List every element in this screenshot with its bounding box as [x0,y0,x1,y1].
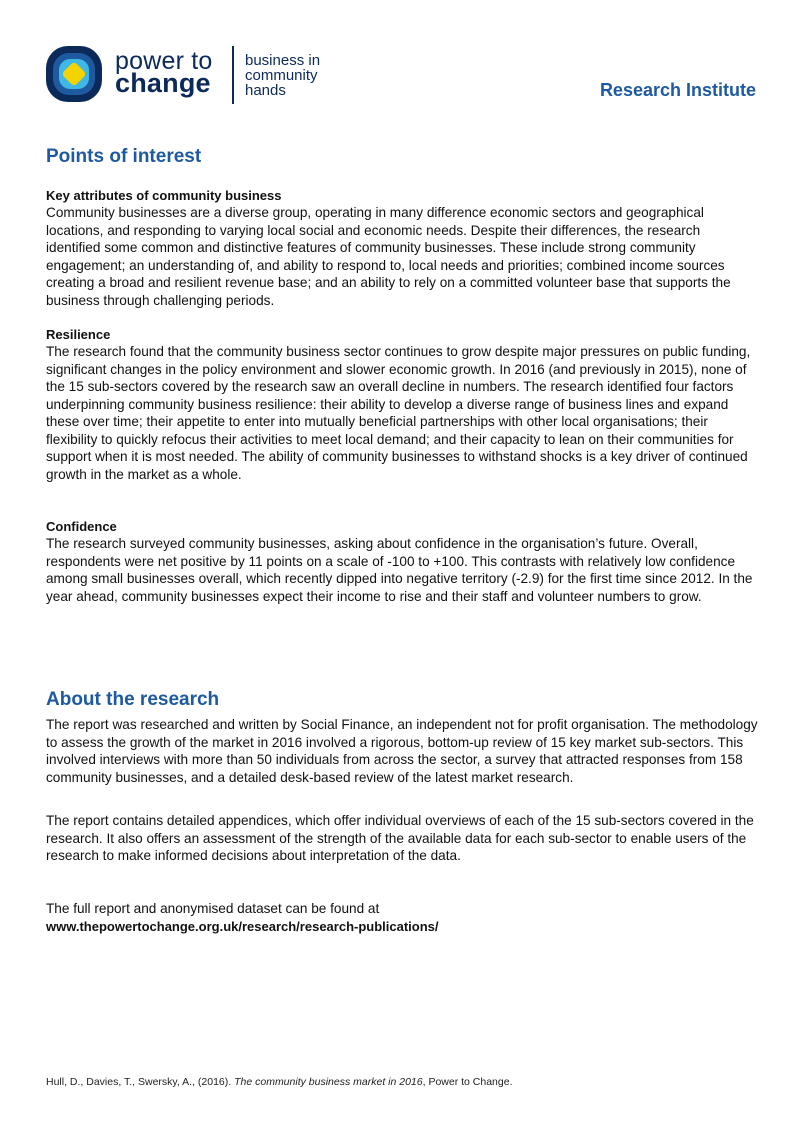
points-of-interest-heading: Points of interest [46,146,202,167]
about-research-section [46,689,758,711]
tagline [245,53,320,98]
about-body-1: The report was researched and written by Social Finance, an independent not for profit organisation. The methodology to assess the growth of the market in 2016 involved a rigorous, bottom-up review of 15 key market sub-sectors. This involved interviews with more than 50 individuals from across the sector, a survey that attracted responses from 158 community businesses, and a detailed desk-based review of the latest market research. [46,717,758,785]
brand-wordmark [115,47,213,98]
about-paragraph-1 [46,716,758,786]
brand-line-1: power to [115,47,213,75]
citation-publisher: , Power to Change. [422,1076,513,1088]
points-of-interest-section [46,146,758,168]
logo-divider [232,46,234,104]
about-paragraph-2 [46,812,758,865]
citation-title: The community business market in 2016 [234,1076,423,1088]
confidence-title: Confidence [46,519,117,534]
report-intro: The full report and anonymised dataset can be found at [46,901,380,916]
page-header [44,40,756,110]
confidence-block [46,518,758,605]
key-attributes-title: Key attributes of community business [46,188,282,203]
power-to-change-logo-icon [44,44,104,104]
key-attributes-block [46,187,758,309]
confidence-body: The research surveyed community businesses, asking about confidence in the organisation’s future. Overall, respondents were net positive by 11 points on a scale of -100 to +100. This contrasts with relatively low confidence among small businesses overall, which recently dipped into negative territory (-2.9) for the first time since 2012. In the year ahead, community businesses expect their income to rise and their staff and volunteer numbers to grow. [46,536,753,604]
resilience-block [46,326,758,483]
report-url-link[interactable]: www.thepowertochange.org.uk/research/research-publications/ [46,918,439,934]
brand-line-2: change [115,68,211,98]
key-attributes-body: Community businesses are a diverse group, operating in many difference economic sectors and geographical locations, and responding to varying local social and economic needs. Despite their differences, the research identified some common and distinctive features of community businesses. These include strong community engagement; an understanding of, and ability to respond to, local needs and priorities; combined income sources creating a broad and resilient revenue base; and an ability to rely on a committed volunteer base that supports the business through challenging periods. [46,205,731,308]
report-link-block [46,900,758,936]
tagline-line: business in [245,52,321,69]
about-body-2: The report contains detailed appendices, which offer individual overviews of each of the 15 sub-sectors covered in the research. It also offers an assessment of the strength of the available data for each sub-sector to enable users of the research to make informed decisions about interpretation of the data. [46,813,754,863]
citation-authors: Hull, D., Davies, T., Swersky, A., (2016). [46,1076,235,1088]
resilience-title: Resilience [46,327,111,342]
research-institute-label: Research Institute [599,80,756,100]
citation-footnote [46,1076,513,1088]
about-research-heading: About the research [46,689,220,710]
resilience-body: The research found that the community business sector continues to grow despite major pressures on public funding, significant changes in the policy environment and slower economic growth. In 2016 (and previously in 2015), none of the 15 sub-sectors covered by the research saw an overall decline in numbers. The research identified four factors underpinning community business resilience: their ability to develop a diverse range of business lines and expand these over time; their appetite to enter into mutually beneficial partnerships with other local organisations; their flexibility to quickly refocus their activities to meet local demand; and their capacity to lean on their communities for support when it is most needed. The ability of community businesses to withstand shocks is a key driver of continued growth in the market as a whole. [46,344,751,482]
tagline-line: community [245,67,318,84]
tagline-line: hands [245,82,286,99]
